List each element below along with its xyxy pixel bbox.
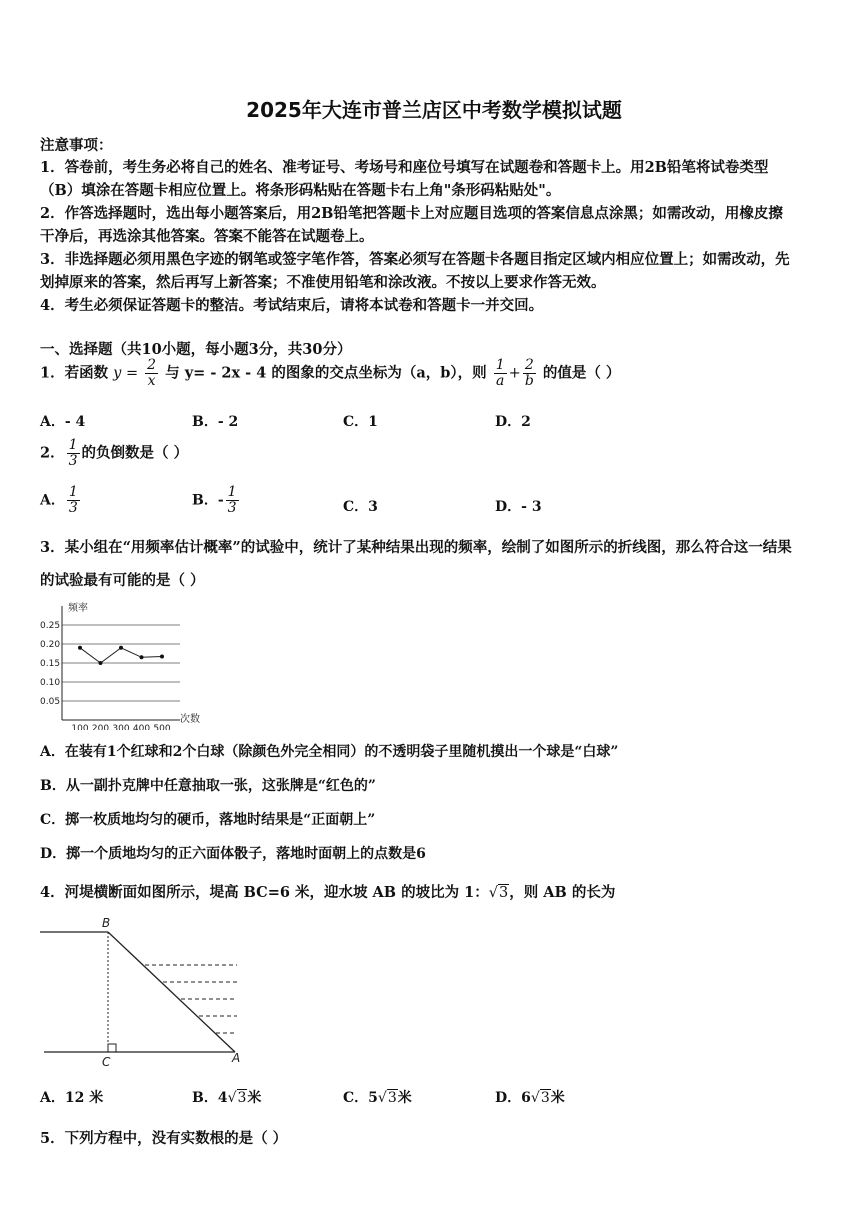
q1-y-eq: y = [113,365,139,382]
note-line: 1．答卷前，考生务必将自己的姓名、准考证号、考场号和座位号填写在试题卷和答题卡上。用2B铅笔将试卷类型 [40,159,769,176]
note-line: 3．非选择题必须用黑色字迹的钢笔或签字笔作答，答案必须写在答题卡各题目指定区域内相应位置上；如需改动，先 [40,251,790,268]
q1-pre: 1．若函数 [40,364,109,382]
q1-option-b: B．- 2 [192,414,239,430]
x-tick-label: 100 [71,724,89,730]
q3-option-d: D．掷一个质地均匀的正六面体骰子，落地时面朝上的点数是6 [40,846,426,862]
q1-option-d: D．2 [495,414,531,430]
question-3-line2: 的试验最有可能的是（ ） [40,572,205,589]
q3-option-c: C．掷一枚质地均匀的硬币，落地时结果是“正面朝上” [40,812,376,828]
notes-heading: 注意事项： [40,137,113,154]
note-line: 2．作答选择题时，选出每小题答案后，用2B铅笔把答题卡上对应题目选项的答案信息点涂黑；如需改动，用橡皮擦 [40,205,783,222]
right-angle-mark [108,1044,116,1052]
q4-option-c: C．5√3米 [343,1090,412,1106]
section-heading: 一、选择题（共10小题，每小题3分，共30分） [40,341,352,358]
frequency-line-chart [40,600,210,730]
q2-option-b: B．- $\frac{1}{3}$ [192,484,237,516]
data-point [99,661,103,665]
q1-expr-frac1: $\frac{1}{a}$ [495,357,505,389]
x-tick-label: 500 [153,724,171,730]
label-a: A [232,1051,241,1065]
y-tick-label: 0.20 [40,640,61,650]
q1-mid: 与 y= - 2x - 4 的图象的交点坐标为（a，b），则 [165,364,487,382]
q1-expr-frac2: $\frac{2}{b}$ [524,357,534,389]
q4-option-d: D．6√3米 [495,1090,565,1106]
x-tick-label: 300 [112,724,130,730]
label-b: B [102,916,111,930]
question-2 [40,438,188,469]
slope-ab [108,932,235,1052]
y-tick-label: 0.15 [40,659,61,669]
x-tick-label: 200 [91,724,110,730]
note-line: 干净后，再选涂其他答案。答案不能答在试题卷上。 [40,228,374,245]
question-4: 4．河堤横断面如图所示，堤高 BC=6 米，迎水坡 AB 的坡比为 1：√3，则 AB 的长为 [40,884,616,901]
x-tick-label: 400 [132,724,151,730]
page-title: 2025年大连市普兰店区中考数学模拟试题 [246,98,622,122]
q1-fraction: $\frac{2}{x}$ [147,357,157,389]
q1-post: 的值是（ ） [542,364,621,382]
question-3-line1: 3．某小组在“用频率估计概率”的试验中，统计了某种结果出现的频率，绘制了如图所示的折线图，那么符合这一结果 [40,539,792,556]
y-tick-label: 0.05 [40,697,61,707]
question-5: 5．下列方程中，没有实数根的是（ ） [40,1130,288,1147]
q2-option-a: A． $\frac{1}{3}$ [40,484,78,516]
note-line: （B）填涂在答题卡相应位置上。将条形码粘贴在答题卡右上角"条形码粘贴处"。 [40,182,561,199]
label-c: C [102,1055,111,1069]
q1-option-a: A．- 4 [40,414,86,430]
q2-option-c: C．3 [343,499,378,515]
y-axis-label: 频率 [68,603,88,614]
q2-fraction: $\frac{1}{3}$ [68,437,78,469]
embankment-diagram [40,912,250,1072]
y-tick-label: 0.10 [40,678,61,688]
q1-plus: + [508,365,521,382]
data-point [119,646,123,650]
q2-post: 的负倒数是（ ） [81,444,189,462]
series-line [80,648,162,663]
data-point [160,655,164,659]
data-point [78,646,82,650]
q3-option-a: A．在装有1个红球和2个白球（除颜色外完全相同）的不透明袋子里随机摸出一个球是“白球” [40,744,619,760]
question-1 [40,358,620,389]
q2-option-d: D．- 3 [495,499,542,515]
sqrt-symbol: √3 [488,885,509,901]
data-point [140,655,144,659]
note-line: 划掉原来的答案，然后再写上新答案；不准使用铅笔和涂改液。不按以上要求作答无效。 [40,274,606,291]
q1-option-c: C．1 [343,414,378,430]
q4-option-a: A．12 米 [40,1090,104,1106]
note-line: 4．考生必须保证答题卡的整洁。考试结束后，请将本试卷和答题卡一并交回。 [40,297,544,314]
y-tick-label: 0.25 [40,621,61,631]
q3-option-b: B．从一副扑克牌中任意抽取一张，这张牌是“红色的” [40,778,376,794]
q4-option-b: B．4√3米 [192,1090,262,1106]
x-axis-label: 次数 [180,714,200,725]
q2-pre: 2． [40,444,65,462]
